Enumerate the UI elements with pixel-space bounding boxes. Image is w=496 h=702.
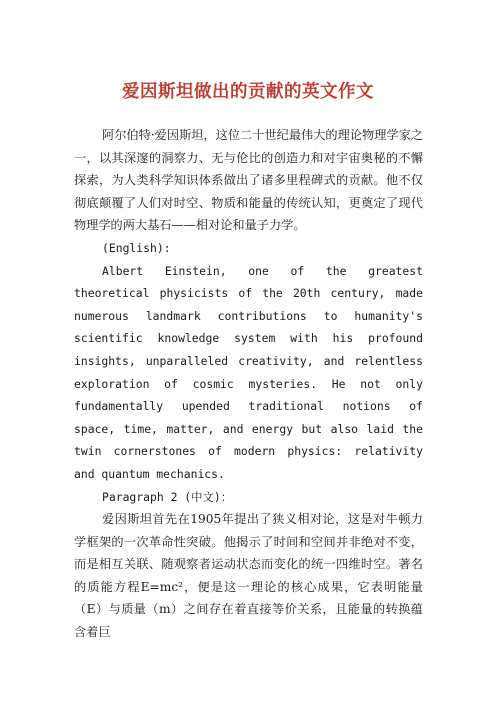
paragraph-english-intro: Albert Einstein, one of the greatest theoretical physicists of the 20th century, made numerous landmark contributions to humanity's scientific knowledge system with his profound insights, unparalleled creativity, and relentless exploration of cosmic mysteries. He not only fundamentally upended traditional notions of space, time, matter, and energy but also laid the twin cornerstones of modern physics: relativity and quantum mechanics. [74, 263, 423, 481]
document-title: 爱因斯坦做出的贡献的英文作文 [122, 82, 374, 102]
paragraph-chinese-relativity: 爱因斯坦首先在1905年提出了狭义相对论，这是对牛顿力学框架的一次革命性突破。他揭示了时间和空间并非绝对不变，而是相互关联、随观察者运动状态而变化的统一四维时空。著名的质能方程E=mc²，便是这一理论的核心成果，它表明能量（E）与质量（m）之间存在着直接等价关系，且能量的转换蕴含着巨 [74, 512, 423, 640]
english-label: (English): [102, 240, 171, 255]
paragraph-2-label: Paragraph 2 (中文)： [102, 489, 233, 504]
document-body [74, 124, 423, 644]
paragraph-chinese-intro: 阿尔伯特·爱因斯坦，这位二十世纪最伟大的理论物理学家之一，以其深邃的洞察力、无与伦比的创造力和对宇宙奥秘的不懈探索，为人类科学知识体系做出了诸多里程碑式的贡献。他不仅彻底颠覆了人们对时空、物质和能量的传统认知，更奠定了现代物理学的两大基石——相对论和量子力学。 [74, 128, 423, 233]
